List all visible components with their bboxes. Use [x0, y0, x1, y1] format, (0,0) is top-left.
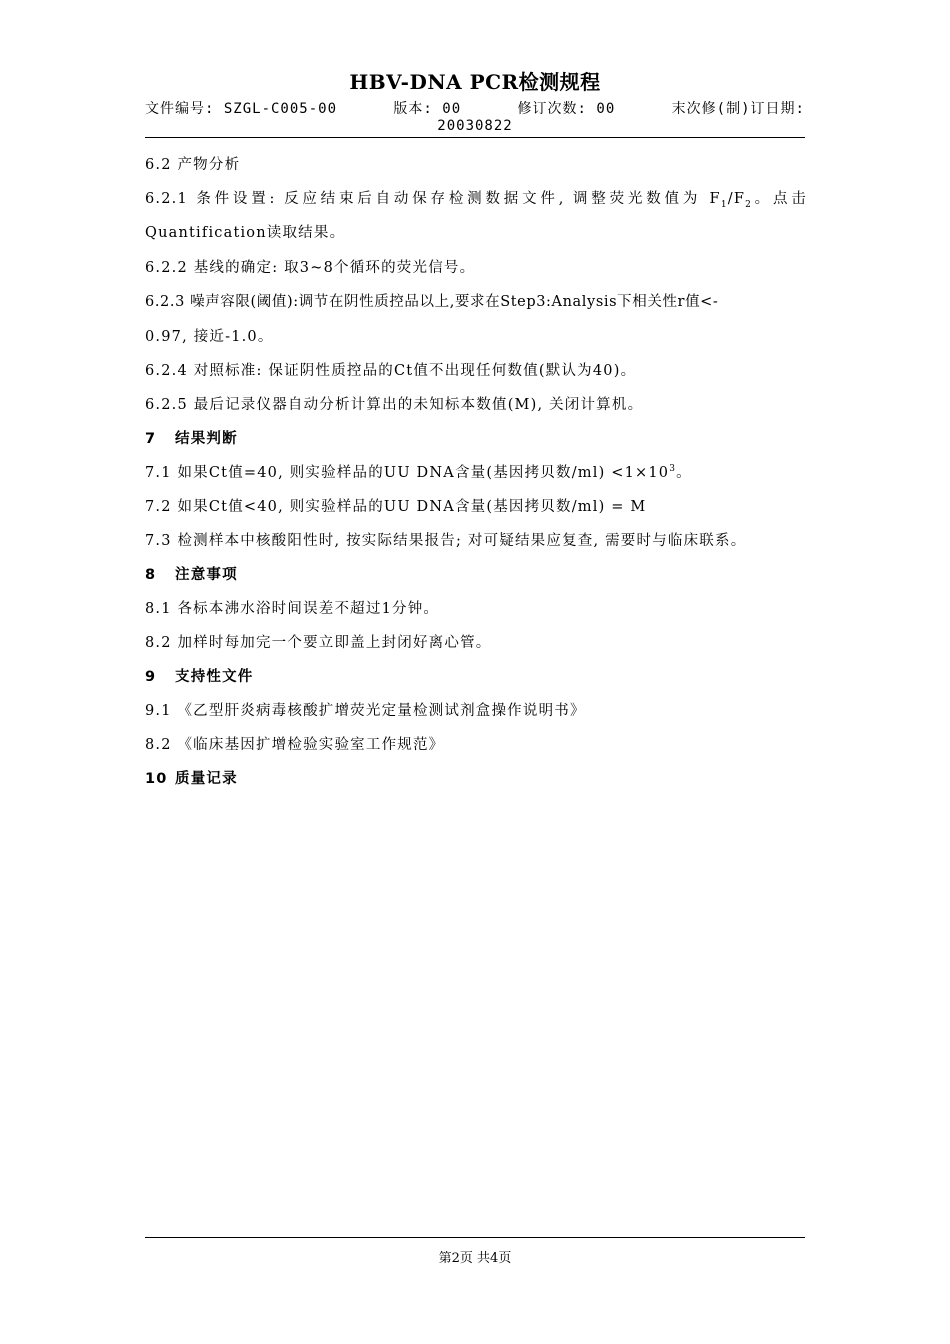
document-meta [145, 101, 805, 135]
document-body [145, 148, 807, 796]
revision-count: 修订次数: 00 [517, 101, 616, 117]
version: 版本: 00 [393, 101, 462, 117]
last-revision-label: 末次修(制)订日期: [671, 101, 805, 117]
section-6-2-2: 6.2.2 基线的确定: 取3~8个循环的荧光信号。 [145, 260, 476, 276]
meta-row [145, 101, 805, 118]
heading-7: 7 结果判断 [145, 431, 238, 447]
section-6-2-3-line1: 6.2.3 噪声容限(阈值):调节在阴性质控品以上,要求在Step3:Analysis下相关性r值<- [145, 294, 719, 310]
section-7-2: 7.2 如果Ct值<40, 则实验样品的UU DNA含量(基因拷贝数/ml) = M [145, 499, 647, 515]
file-number: 文件编号: SZGL-C005-00 [145, 101, 338, 117]
heading-9: 9 支持性文件 [145, 669, 254, 685]
section-6-2-1-line2: Quantification读取结果。 [145, 225, 346, 241]
section-6-2-1-line1: 6.2.1 条件设置: 反应结束后自动保存检测数据文件, 调整荧光数值为 $F_1/F_2$。点击 [145, 191, 807, 210]
footer-divider [145, 1237, 805, 1238]
section-6-2-5: 6.2.5 最后记录仪器自动分析计算出的未知标本数值(M), 关闭计算机。 [145, 397, 644, 413]
section-6-2: 6.2 产物分析 [145, 157, 241, 173]
page-number: 第2页 共4页 [438, 1251, 512, 1266]
heading-8: 8 注意事项 [145, 567, 238, 583]
header-divider [145, 137, 805, 138]
section-6-2-3-line2: 0.97, 接近-1.0。 [145, 329, 274, 345]
heading-10: 10 质量记录 [145, 771, 238, 787]
section-9-2: 8.2 《临床基因扩增检验实验室工作规范》 [145, 737, 445, 753]
section-6-2-4: 6.2.4 对照标准: 保证阴性质控品的Ct值不出现任何数值(默认为40)。 [145, 363, 637, 379]
last-revision-date: 20030822 [437, 118, 513, 134]
section-9-1: 9.1 《乙型肝炎病毒核酸扩增荧光定量检测试剂盒操作说明书》 [145, 703, 586, 719]
document-title: HBV-DNA PCR检测规程 [349, 70, 601, 94]
section-7-3: 7.3 检测样本中核酸阳性时, 按实际结果报告; 对可疑结果应复查, 需要时与临床联系。 [145, 533, 747, 549]
section-8-1: 8.1 各标本沸水浴时间误差不超过1分钟。 [145, 601, 440, 617]
section-7-1: 7.1 如果Ct值=40, 则实验样品的UU DNA含量(基因拷贝数$/ml) <1\times 10^3$。 [145, 464, 692, 481]
section-8-2: 8.2 加样时每加完一个要立即盖上封闭好离心管。 [145, 635, 492, 651]
